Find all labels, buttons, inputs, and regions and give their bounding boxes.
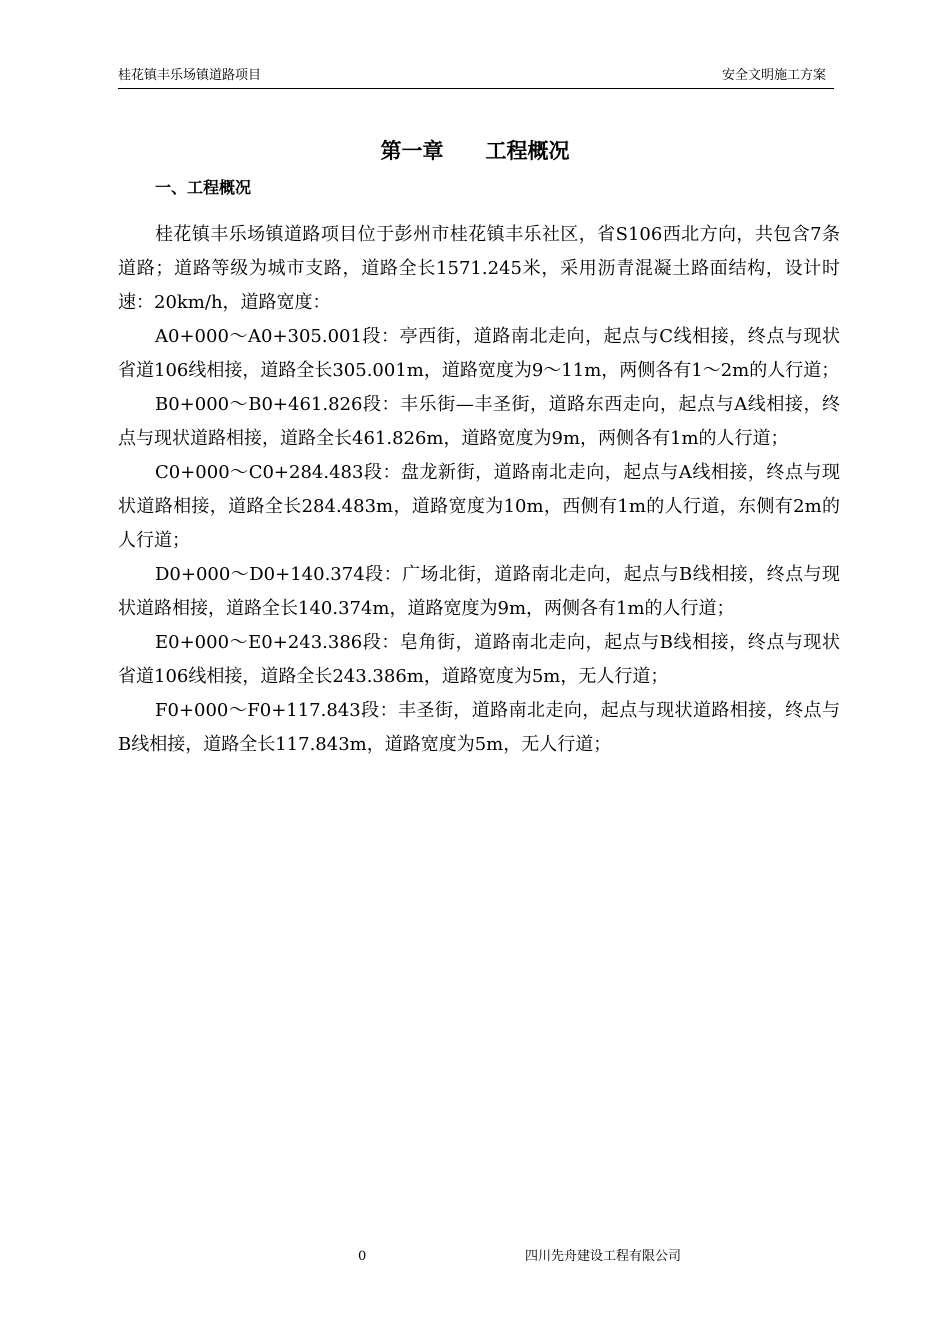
paragraph-road-d: D0+000～D0+140.374段：广场北街，道路南北走向，起点与B线相接，终点与现状道路相接，道路全长140.374m，道路宽度为9m，两侧各有1m的人行道； xyxy=(118,564,840,619)
section-title: 一、工程概况 xyxy=(155,178,252,197)
page-footer xyxy=(0,1248,950,1268)
paragraph-road-c: C0+000～C0+284.483段：盘龙新街，道路南北走向，起点与A线相接，终点与现状道路相接，道路全长284.483m，道路宽度为10m，西侧有1m的人行道，东侧有2m的人行道； xyxy=(118,462,840,551)
paragraph-road-f: F0+000～F0+117.843段：丰圣街，道路南北走向，起点与现状道路相接，终点与B线相接，道路全长117.843m，道路宽度为5m，无人行道； xyxy=(118,700,840,755)
paragraph-road-e: E0+000～E0+243.386段：皂角街，道路南北走向，起点与B线相接，终点与现状省道106线相接，道路全长243.386m，道路宽度为5m，无人行道； xyxy=(118,632,840,687)
chapter-title: 第一章 工程概况 xyxy=(380,139,570,163)
header-project-name: 桂花镇丰乐场镇道路项目 xyxy=(118,68,262,83)
header-doc-title: 安全文明施工方案 xyxy=(721,68,826,83)
paragraph-road-b: B0+000～B0+461.826段：丰乐街—丰圣街，道路东西走向，起点与A线相接，终点与现状道路相接，道路全长461.826m，道路宽度为9m，两侧各有1m的人行道； xyxy=(118,394,840,449)
footer-company: 四川先舟建设工程有限公司 xyxy=(525,1249,682,1264)
paragraph-overview: 桂花镇丰乐场镇道路项目位于彭州市桂花镇丰乐社区，省S106西北方向，共包含7条道路；道路等级为城市支路，道路全长1571.245米，采用沥青混凝土路面结构，设计时速：20km/h，道路宽度： xyxy=(118,224,840,313)
page-header xyxy=(118,66,834,89)
paragraph-road-a: A0+000～A0+305.001段：亭西街，道路南北走向，起点与C线相接，终点与现状省道106线相接，道路全长305.001m，道路宽度为9～11m，两侧各有1～2m的人行道； xyxy=(118,326,840,381)
body-text xyxy=(118,218,840,762)
page-number: 0 xyxy=(358,1249,367,1264)
